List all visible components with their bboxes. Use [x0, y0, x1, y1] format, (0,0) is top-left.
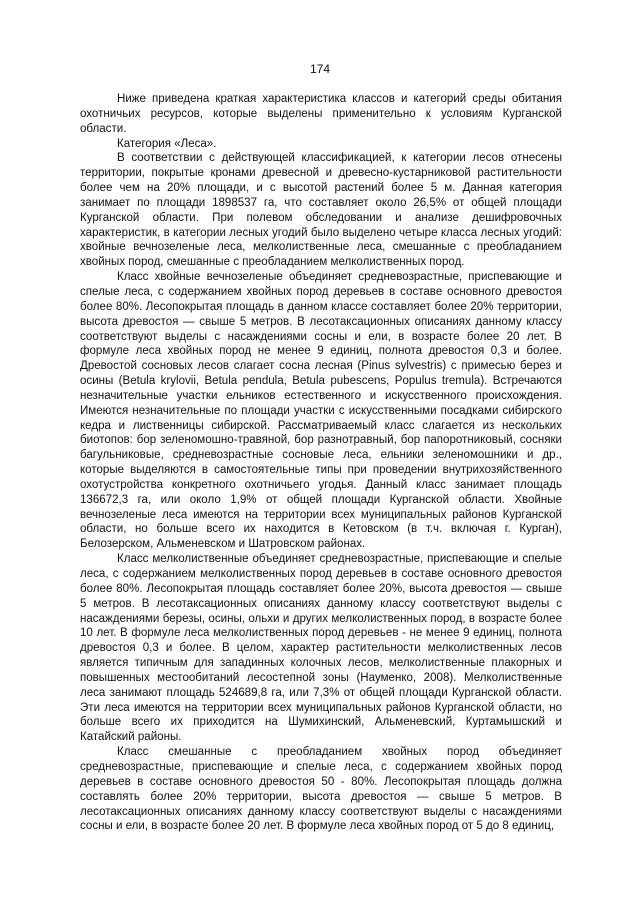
- page-number: 174: [309, 62, 331, 76]
- paragraph-small-leaved-class: Класс мелколиственные объединяет средневозрастные, приспевающие и спелые леса, с содержанием мелколиственных пород деревьев в составе основного древостоя более 80%. Лесопокрытая площадь составляет более 20%, высота древостоя — свыше 5 метров. В лесотаксационных описаниях данному классу соответствуют выделы с насаждениями березы, осины, ольхи и других мелколиственных пород, в возрасте более 10 лет. В формуле леса мелколиственных пород деревьев - не менее 9 единиц, полнота древостоя 0,3 и более. В целом, характер растительности мелколиственных лесов является типичным для западинных колочных лесов, мелколиственные плакорных и повышенных местообитаний лесостепной зоны (Науменко, 2008). Мелколиственные леса занимают площадь 524689,8 га, или 7,3% от общей площади Курганской области. Эти леса имеются на территории всех муниципальных районов Курганской области, но больше всего их приходится на Шумихинский, Альменевский, Куртамышский и Катайский районы.: [80, 553, 562, 744]
- paragraph-mixed-coniferous-class: Класс смешанные с преобладанием хвойных пород объединяет средневозрастные, приспевающие и спелые леса, с содержанием хвойных пород деревьев в составе основного древостоя 50 - 80%. Лесопокрытая площадь должна составлять более 20% территории, высота древостоя — свыше 5 метров. В лесотаксационных описаниях данному классу соответствуют выделы с насаждениями сосны и ели, в возрасте более 20 лет. В формуле леса хвойных пород от 5 до 8 единиц,: [80, 746, 562, 833]
- body-text: [80, 92, 562, 834]
- paragraph-forest-category: В соответствии с действующей классификацией, к категории лесов отнесены территории, покрытые кронами древесной и древесно-кустарниковой растительности более чем на 20% площади, и с высотой растений более 5 м. Данная категория занимает по площади 1898537 га, что составляет около 26,5% от общей площади Курганской области. При полевом обследовании и анализе дешифровочных характеристик, в категории лесных угодий было выделено четыре класса лесных угодий: хвойные вечнозеленые леса, мелколиственные леса, смешанные с преобладанием хвойных пород, смешанные с преобладанием мелколиственных пород.: [80, 152, 562, 269]
- paragraph-category-heading: Категория «Леса».: [117, 137, 217, 150]
- paragraph-intro: Ниже приведена краткая характеристика классов и категорий среды обитания охотничьих ресурсов, которые выделены применительно к условиям Курганской области.: [80, 93, 562, 135]
- paragraph-coniferous-class: Класс хвойные вечнозеленые объединяет средневозрастные, приспевающие и спелые леса, с содержанием хвойных пород деревьев в составе основного древостоя более 80%. Лесопокрытая площадь в данном классе составляет более 20% территории, высота древостоя — свыше 5 метров. В лесотаксационных описаниях данному классу соответствуют выделы с насаждениями сосны и ели, в возрасте более 20 лет. В формуле леса хвойных пород не менее 9 единиц, полнота древостоя 0,3 и более. Древостой сосновых лесов слагает сосна лесная (Pinus sylvestris) с примесью берез и осины (Betula krylovii, Betula pendula, Betula pubescens, Populus tremula). Встречаются незначительные участки ельников естественного и искусственного происхождения. Имеются незначительные по площади участки с искусственными посадками сибирского кедра и лиственницы сибирской. Рассматриваемый класс слагается из нескольких биотопов: бор зеленомошно-травяной, бор разнотравный, бор папоротниковый, сосняки багульниковые, средневозрастные сосновые леса, ельники зеленомошники и др., которые выделяются в самостоятельные типы при проведении внутрихозяйственного охотустройства конкретного охотничьего угодья. Данный класс занимает площадь 136672,3 га, или около 1,9% от общей площади Курганской области. Хвойные вечнозеленые леса имеются на территории всех муниципальных районов Курганской области, но больше всего их находится в Кетовском (в т.ч. включая г. Курган), Белозерском, Альменевском и Шатровском районах.: [80, 271, 562, 551]
